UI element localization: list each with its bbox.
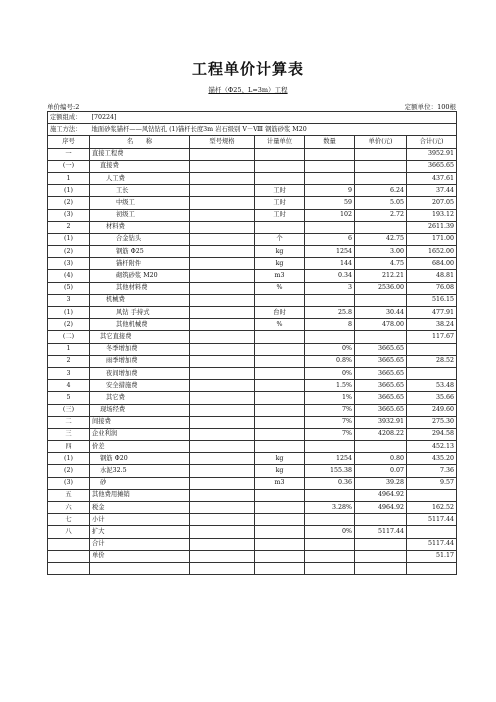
cell-no: 2 (48, 221, 90, 233)
cell-spec (190, 307, 255, 319)
cell-name: 间接费 (90, 416, 190, 428)
cell-unit: 工时 (255, 197, 305, 209)
cell-no: (3) (48, 258, 90, 270)
cell-total: 117.67 (407, 331, 457, 343)
cell-qty (305, 550, 355, 562)
cell-qty (305, 221, 355, 233)
cell-spec (190, 380, 255, 392)
cell-total: 37.44 (407, 185, 457, 197)
cell-unit: 工时 (255, 185, 305, 197)
cell-no: (三) (48, 404, 90, 416)
table-row (48, 221, 457, 233)
cell-total: 684.00 (407, 258, 457, 270)
table-row (48, 355, 457, 367)
cell-price: 30.44 (355, 307, 407, 319)
cell-qty (305, 441, 355, 453)
table-row (48, 307, 457, 319)
table-row (48, 562, 457, 574)
table-row (48, 502, 457, 514)
cell-name: 合金钻头 (90, 233, 190, 245)
unit-number: 单价编号:2 (47, 103, 80, 111)
cell-qty: 7% (305, 416, 355, 428)
cell-no: (2) (48, 197, 90, 209)
cell-qty (305, 172, 355, 184)
cell-spec (190, 343, 255, 355)
cell-no: (二) (48, 331, 90, 343)
cell-qty: 1.5% (305, 380, 355, 392)
cell-no: 1 (48, 172, 90, 184)
table-row (48, 538, 457, 550)
cell-no: (3) (48, 477, 90, 489)
cell-spec (190, 392, 255, 404)
table-row (48, 319, 457, 331)
table-row (48, 160, 457, 172)
cell-unit: 台时 (255, 307, 305, 319)
cell-name: 单价 (90, 550, 190, 562)
cell-name: 材料费 (90, 221, 190, 233)
cell-unit: % (255, 319, 305, 331)
cell-unit (255, 343, 305, 355)
cell-name: 安全措施费 (90, 380, 190, 392)
cell-no: 4 (48, 380, 90, 392)
cell-no: 5 (48, 392, 90, 404)
cell-total (407, 526, 457, 538)
cell-no: (1) (48, 185, 90, 197)
cell-total: 171.00 (407, 233, 457, 245)
cell-name: 冬季增加费 (90, 343, 190, 355)
cell-name: 砌筑砂浆 M20 (90, 270, 190, 282)
cell-price: 3665.65 (355, 380, 407, 392)
cell-unit (255, 502, 305, 514)
cell-qty (305, 160, 355, 172)
table-row (48, 294, 457, 306)
cell-unit (255, 441, 305, 453)
cell-no: 八 (48, 526, 90, 538)
cell-qty: 1% (305, 392, 355, 404)
cell-price: 478.00 (355, 319, 407, 331)
cell-qty: 0% (305, 526, 355, 538)
cell-total: 76.08 (407, 282, 457, 294)
table-row (48, 489, 457, 501)
cell-qty: 6 (305, 233, 355, 245)
cell-spec (190, 367, 255, 379)
cell-name: 夜间增加费 (90, 367, 190, 379)
cell-unit: kg (255, 246, 305, 258)
price-table (47, 111, 457, 575)
cell-name: 直接费 (90, 160, 190, 172)
cell-spec (190, 160, 255, 172)
cell-total: 53.48 (407, 380, 457, 392)
cell-price (355, 331, 407, 343)
cell-name: 小计 (90, 514, 190, 526)
cell-name: 风钻 手持式 (90, 307, 190, 319)
cell-spec (190, 319, 255, 331)
cell-name: 中级工 (90, 197, 190, 209)
cell-spec (190, 185, 255, 197)
cell-total: 452.13 (407, 441, 457, 453)
cell-qty: 0.8% (305, 355, 355, 367)
cell-name: 现场经费 (90, 404, 190, 416)
table-row (48, 148, 457, 160)
table-row (48, 416, 457, 428)
cell-total: 48.81 (407, 270, 457, 282)
cell-unit (255, 526, 305, 538)
cell-price (355, 441, 407, 453)
cell-unit (255, 148, 305, 160)
cell-price (355, 160, 407, 172)
header-total: 合计(元) (407, 136, 457, 148)
cell-no: 一 (48, 148, 90, 160)
cell-total: 437.61 (407, 172, 457, 184)
cell-no: 四 (48, 441, 90, 453)
cell-name: 机械费 (90, 294, 190, 306)
cell-unit (255, 221, 305, 233)
cell-total: 35.66 (407, 392, 457, 404)
cell-price (355, 538, 407, 550)
cell-price: 0.07 (355, 465, 407, 477)
cell-name: 直接工程费 (90, 148, 190, 160)
cell-no: (1) (48, 453, 90, 465)
table-row (48, 209, 457, 221)
cell-price: 2536.00 (355, 282, 407, 294)
table-row (48, 441, 457, 453)
cell-no: 六 (48, 502, 90, 514)
cell-unit (255, 367, 305, 379)
cell-spec (190, 258, 255, 270)
cell-qty: 102 (305, 209, 355, 221)
cell-qty: 9 (305, 185, 355, 197)
cell-no: 1 (48, 343, 90, 355)
cell-qty: 25.8 (305, 307, 355, 319)
header-price: 单价(元) (355, 136, 407, 148)
cell-qty: 1254 (305, 246, 355, 258)
cell-total: 435.20 (407, 453, 457, 465)
cell-no: (2) (48, 246, 90, 258)
cell-total: 249.60 (407, 404, 457, 416)
cell-price: 3665.65 (355, 404, 407, 416)
cell-qty: 8 (305, 319, 355, 331)
cell-qty (305, 294, 355, 306)
cell-no: (1) (48, 307, 90, 319)
page-subtitle: 锚杆（Φ25、L=3m）工程 (208, 86, 288, 94)
cell-total: 477.91 (407, 307, 457, 319)
cell-spec (190, 428, 255, 440)
cell-total: 516.15 (407, 294, 457, 306)
cell-price: 212.21 (355, 270, 407, 282)
cell-spec (190, 221, 255, 233)
cell-unit: kg (255, 465, 305, 477)
cell-no (48, 550, 90, 562)
cell-spec (190, 465, 255, 477)
table-row (48, 233, 457, 245)
cell-no: 二 (48, 416, 90, 428)
cell-spec (190, 209, 255, 221)
cell-qty: 7% (305, 428, 355, 440)
cell-total: 9.57 (407, 477, 457, 489)
cell-price: 2.72 (355, 209, 407, 221)
cell-unit (255, 172, 305, 184)
cell-total: 207.05 (407, 197, 457, 209)
table-row (48, 428, 457, 440)
cell-total: 1652.00 (407, 246, 457, 258)
quota-group-label: 定额组成： (48, 112, 90, 124)
cell-price: 4.75 (355, 258, 407, 270)
cell-no: (2) (48, 319, 90, 331)
cell-total: 5117.44 (407, 514, 457, 526)
cell-spec (190, 233, 255, 245)
cell-name: 锚杆附件 (90, 258, 190, 270)
header-no: 序号 (48, 136, 90, 148)
cell-no (48, 562, 90, 574)
cell-no: 七 (48, 514, 90, 526)
cell-no: 五 (48, 489, 90, 501)
cell-price: 39.28 (355, 477, 407, 489)
cell-spec (190, 477, 255, 489)
cell-spec (190, 246, 255, 258)
cell-total (407, 367, 457, 379)
cell-total: 3952.91 (407, 148, 457, 160)
cell-qty: 0% (305, 343, 355, 355)
cell-unit (255, 294, 305, 306)
cell-total: 5117.44 (407, 538, 457, 550)
cell-unit: m3 (255, 477, 305, 489)
table-row (48, 258, 457, 270)
cell-spec (190, 294, 255, 306)
cell-spec (190, 172, 255, 184)
cell-unit (255, 355, 305, 367)
cell-name: 价差 (90, 441, 190, 453)
cell-name: 扩大 (90, 526, 190, 538)
cell-spec (190, 441, 255, 453)
method-row (48, 124, 457, 136)
cell-name: 雨季增加费 (90, 355, 190, 367)
cell-spec (190, 355, 255, 367)
cell-qty: 3.28% (305, 502, 355, 514)
table-row (48, 367, 457, 379)
cell-unit (255, 489, 305, 501)
cell-total (407, 489, 457, 501)
table-row (48, 526, 457, 538)
cell-no: (5) (48, 282, 90, 294)
cell-name: 企业利润 (90, 428, 190, 440)
cell-name: 钢筋 Φ25 (90, 246, 190, 258)
quota-group-value: [70224] (90, 112, 457, 124)
cell-unit: 工时 (255, 209, 305, 221)
cell-unit (255, 514, 305, 526)
cell-unit (255, 160, 305, 172)
cell-unit (255, 392, 305, 404)
cell-unit: kg (255, 453, 305, 465)
cell-price: 5117.44 (355, 526, 407, 538)
cell-name: 其他机械费 (90, 319, 190, 331)
cell-price: 4964.92 (355, 502, 407, 514)
cell-no (48, 538, 90, 550)
cell-price: 3.00 (355, 246, 407, 258)
cell-name: 其他费用摊销 (90, 489, 190, 501)
cell-qty: 3 (305, 282, 355, 294)
table-row (48, 550, 457, 562)
cell-no: (1) (48, 233, 90, 245)
cell-spec (190, 502, 255, 514)
cell-unit: % (255, 282, 305, 294)
cell-qty: 155.38 (305, 465, 355, 477)
cell-price: 4208.22 (355, 428, 407, 440)
cell-name: 初级工 (90, 209, 190, 221)
cell-price: 5.05 (355, 197, 407, 209)
cell-name: 砂 (90, 477, 190, 489)
cell-price (355, 172, 407, 184)
cell-price: 3665.65 (355, 367, 407, 379)
cell-qty (305, 331, 355, 343)
cell-qty: 59 (305, 197, 355, 209)
cell-no: (一) (48, 160, 90, 172)
cell-spec (190, 514, 255, 526)
cell-price: 3665.65 (355, 392, 407, 404)
cell-name: 合计 (90, 538, 190, 550)
header-qty: 数量 (305, 136, 355, 148)
cell-no: (2) (48, 465, 90, 477)
cell-qty: 0.34 (305, 270, 355, 282)
cell-spec (190, 453, 255, 465)
cell-unit (255, 380, 305, 392)
table-header (48, 136, 457, 148)
cell-unit (255, 562, 305, 574)
cell-qty (305, 514, 355, 526)
cell-price (355, 221, 407, 233)
page-title: 工程单价计算表 (191, 60, 304, 78)
table-row (48, 477, 457, 489)
cell-price: 3665.65 (355, 343, 407, 355)
cell-price: 6.24 (355, 185, 407, 197)
cell-qty: 0% (305, 367, 355, 379)
cell-name: 其他材料费 (90, 282, 190, 294)
cell-name: 人工费 (90, 172, 190, 184)
cell-unit (255, 538, 305, 550)
cell-unit: 个 (255, 233, 305, 245)
cell-spec (190, 538, 255, 550)
cell-qty: 0.36 (305, 477, 355, 489)
cell-unit: kg (255, 258, 305, 270)
table-row (48, 282, 457, 294)
cell-qty (305, 489, 355, 501)
cell-qty: 144 (305, 258, 355, 270)
cell-name: 水泥32.5 (90, 465, 190, 477)
cell-spec (190, 270, 255, 282)
cell-total: 162.52 (407, 502, 457, 514)
cell-name: 其它费 (90, 392, 190, 404)
cell-spec (190, 416, 255, 428)
table-row (48, 453, 457, 465)
cell-name: 其它直接费 (90, 331, 190, 343)
cell-no: 3 (48, 367, 90, 379)
cell-spec (190, 197, 255, 209)
cell-total (407, 562, 457, 574)
table-row (48, 331, 457, 343)
cell-total (407, 343, 457, 355)
cell-total: 51.17 (407, 550, 457, 562)
cell-spec (190, 404, 255, 416)
header-spec: 型号规格 (190, 136, 255, 148)
cell-no: 三 (48, 428, 90, 440)
header-name: 名 称 (90, 136, 190, 148)
cell-qty: 1254 (305, 453, 355, 465)
cell-price (355, 550, 407, 562)
table-row (48, 172, 457, 184)
cell-name: 工长 (90, 185, 190, 197)
table-row (48, 404, 457, 416)
cell-name: 钢筋 Φ20 (90, 453, 190, 465)
cell-spec (190, 331, 255, 343)
cell-qty (305, 562, 355, 574)
cell-price (355, 562, 407, 574)
table-row (48, 246, 457, 258)
cell-no: 2 (48, 355, 90, 367)
cell-no: 3 (48, 294, 90, 306)
method-label: 施工方法： (48, 124, 90, 136)
cell-total: 2611.39 (407, 221, 457, 233)
cell-spec (190, 489, 255, 501)
cell-unit (255, 331, 305, 343)
table-row (48, 185, 457, 197)
table-row (48, 392, 457, 404)
cell-price: 42.75 (355, 233, 407, 245)
cell-price: 3665.65 (355, 355, 407, 367)
cell-total: 7.36 (407, 465, 457, 477)
cell-no: (4) (48, 270, 90, 282)
cell-qty (305, 538, 355, 550)
cell-unit (255, 404, 305, 416)
cell-price (355, 294, 407, 306)
cell-total: 38.24 (407, 319, 457, 331)
cell-total: 294.58 (407, 428, 457, 440)
cell-no: (3) (48, 209, 90, 221)
cell-price (355, 148, 407, 160)
cell-spec (190, 148, 255, 160)
cell-unit (255, 416, 305, 428)
cell-unit (255, 428, 305, 440)
table-row (48, 465, 457, 477)
cell-price: 4964.92 (355, 489, 407, 501)
quota-unit: 定额单位：100根 (404, 103, 456, 111)
cell-unit: m3 (255, 270, 305, 282)
method-value: 地面砂浆锚杆——风钻钻孔 (1)锚杆长度3m 岩石级别 Ⅴ－Ⅷ 钢筋砂浆 M20 (90, 124, 457, 136)
cell-spec (190, 526, 255, 538)
cell-total: 275.30 (407, 416, 457, 428)
table-row (48, 380, 457, 392)
cell-spec (190, 282, 255, 294)
cell-spec (190, 562, 255, 574)
cell-total: 3665.65 (407, 160, 457, 172)
cell-price: 3932.91 (355, 416, 407, 428)
quota-group-row (48, 112, 457, 124)
cell-name (90, 562, 190, 574)
cell-spec (190, 550, 255, 562)
header-unit: 计量单位 (255, 136, 305, 148)
cell-total: 193.12 (407, 209, 457, 221)
cell-price: 0.80 (355, 453, 407, 465)
table-row (48, 514, 457, 526)
cell-qty (305, 148, 355, 160)
cell-price (355, 514, 407, 526)
cell-name: 税金 (90, 502, 190, 514)
table-row (48, 343, 457, 355)
cell-qty: 7% (305, 404, 355, 416)
table-row (48, 197, 457, 209)
cell-unit (255, 550, 305, 562)
table-row (48, 270, 457, 282)
cell-total: 28.52 (407, 355, 457, 367)
